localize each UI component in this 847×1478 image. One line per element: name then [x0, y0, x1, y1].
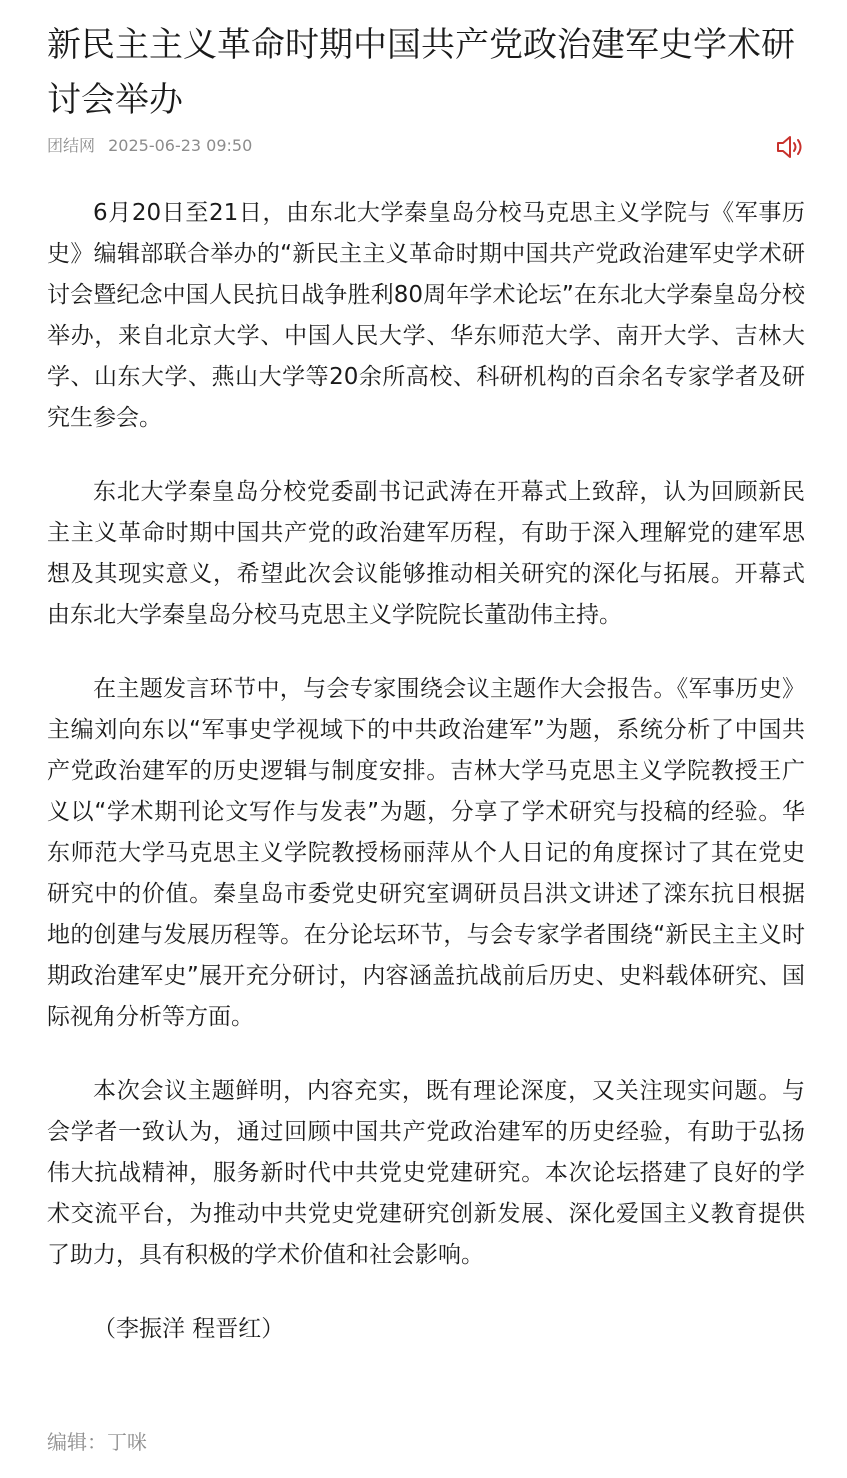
article-paragraph: 本次会议主题鲜明，内容充实，既有理论深度，又关注现实问题。与会学者一致认为，通过回顾中国共产党政治建军的历史经验，有助于弘扬伟大抗战精神，服务新时代中共党史党建研究。本次论坛搭建了良好的学术交流平台，为推动中共党史党建研究创新发展、深化爱国主义教育提供了助力，具有积极的学术价值和社会影响。: [47, 1078, 805, 1268]
article-signature: （李振洋 程晋红）: [93, 1316, 285, 1342]
article-body: [47, 193, 805, 1383]
article-title: 新民主主义革命时期中国共产党政治建军史学术研讨会举办: [47, 25, 795, 120]
article-meta: [47, 134, 252, 158]
speaker-icon: [775, 133, 807, 161]
article-source[interactable]: 团结网: [47, 136, 96, 155]
article-paragraph: 东北大学秦皇岛分校党委副书记武涛在开幕式上致辞，认为回顾新民主主义革命时期中国共产党的政治建军历程，有助于深入理解党的建军思想及其现实意义，希望此次会议能够推动相关研究的深化与拓展。开幕式由东北大学秦皇岛分校马克思主义学院院长董劭伟主持。: [47, 479, 805, 628]
article-editor: 编辑：丁咪: [47, 1430, 147, 1454]
article-paragraph: 在主题发言环节中，与会专家围绕会议主题作大会报告。《军事历史》主编刘向东以“军事史学视域下的中共政治建军”为题，系统分析了中国共产党政治建军的历史逻辑与制度安排。吉林大学马克思主义学院教授王广义以“学术期刊论文写作与发表”为题，分享了学术研究与投稿的经验。华东师范大学马克思主义学院教授杨丽萍从个人日记的角度探讨了其在党史研究中的价值。秦皇岛市委党史研究室调研员吕洪文讲述了滦东抗日根据地的创建与发展历程等。在分论坛环节，与会专家学者围绕“新民主主义时期政治建军史”展开充分研讨，内容涵盖抗战前后历史、史料载体研究、国际视角分析等方面。: [47, 676, 805, 1030]
article-paragraph: 6月20日至21日，由东北大学秦皇岛分校马克思主义学院与《军事历史》编辑部联合举办的“新民主主义革命时期中国共产党政治建军史学术研讨会暨纪念中国人民抗日战争胜利80周年学术论坛”在东北大学秦皇岛分校举办，来自北京大学、中国人民大学、华东师范大学、南开大学、吉林大学、山东大学、燕山大学等20余所高校、科研机构的百余名专家学者及研究生参会。: [47, 200, 805, 431]
audio-play-button[interactable]: [775, 133, 807, 161]
article-datetime: 2025-06-23 09:50: [108, 136, 253, 155]
